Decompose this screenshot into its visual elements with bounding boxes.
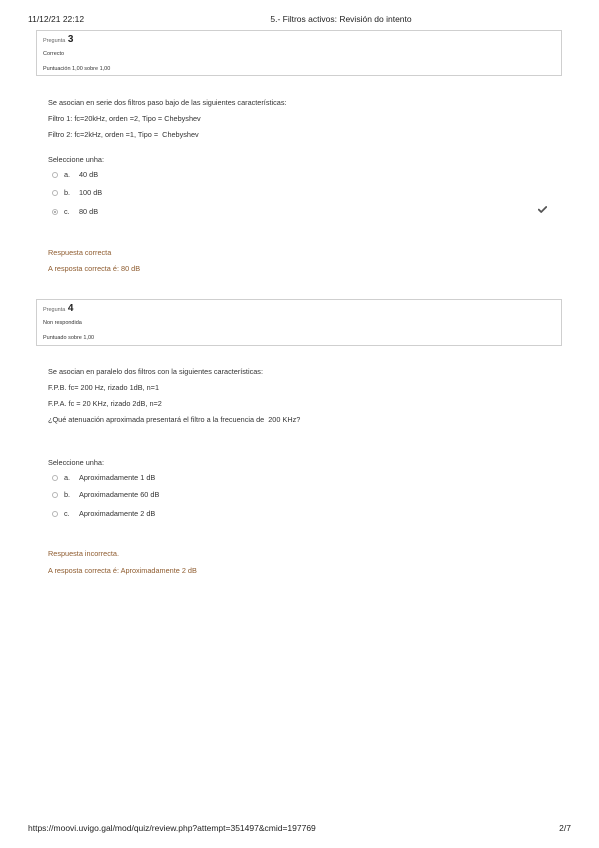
right-answer-text: A resposta correcta é: Aproximadamente 2 dB [48,566,197,575]
question-text-line: ¿Qué atenuación aproximada presentará el filtro a la frecuencia de 200 KHz? [48,415,301,424]
question-label: Pregunta [43,307,66,313]
print-url: https://moovi.uvigo.gal/mod/quiz/review.php?attempt=351497&cmid=197769 [28,823,316,833]
option-letter: c. [64,509,70,518]
option-text: Aproximadamente 2 dB [79,509,156,518]
question-state: Correcto [43,51,65,57]
answer-option-c[interactable] [52,207,98,216]
question-number-value: 4 [67,303,74,314]
radio-button-selected[interactable] [52,209,58,215]
option-letter: c. [64,207,70,216]
radio-button[interactable] [52,475,58,481]
option-letter: a. [64,170,71,179]
option-letter: a. [64,473,71,482]
feedback-text: Respuesta correcta [48,248,112,257]
select-prompt: Seleccione unha: [48,458,104,467]
radio-button[interactable] [52,492,58,498]
question-4-info [36,299,562,346]
question-number-value: 3 [67,34,74,45]
option-letter: b. [64,490,71,499]
right-answer-text: A resposta correcta é: 80 dB [48,264,141,273]
question-grade: Puntuado sobre 1,00 [43,335,95,341]
check-icon [538,206,547,213]
question-3-info [36,30,562,76]
question-state: Non respondida [43,320,82,326]
option-text: 80 dB [79,207,99,216]
question-text-line: Se asocian en paralelo dos filtros con la siguientes características: [48,367,263,376]
print-page-number: 2/7 [559,823,571,833]
option-letter: b. [64,188,71,197]
answer-option-b[interactable] [52,490,159,499]
question-text-line: Filtro 2: fc=2kHz, orden =1, Tipo = Chebyshev [48,130,199,139]
question-text-line: F.P.B. fc= 200 Hz, rizado 1dB, n=1 [48,383,160,392]
option-text: Aproximadamente 60 dB [79,490,160,499]
option-text: Aproximadamente 1 dB [79,473,156,482]
radio-button[interactable] [52,172,58,178]
print-datetime: 11/12/21 22:12 [28,14,85,24]
radio-button[interactable] [52,511,58,517]
answer-option-c[interactable] [52,509,155,518]
question-text-line: F.P.A. fc = 20 KHz, rizado 2dB, n=2 [48,399,162,408]
feedback-text: Respuesta incorrecta. [48,549,119,558]
print-page-title: 5.- Filtros activos: Revisión do intento [270,14,412,24]
option-text: 100 dB [79,188,103,197]
option-text: 40 dB [79,170,99,179]
question-3-text [48,98,287,140]
select-prompt: Seleccione unha: [48,155,104,164]
question-text-line: Filtro 1: fc=20kHz, orden =2, Tipo = Chebyshev [48,114,201,123]
question-text-line: Se asocian en serie dos filtros paso bajo de las siguientes características: [48,98,287,107]
answer-option-a[interactable] [52,473,155,482]
question-4-text [48,367,300,425]
radio-button[interactable] [52,190,58,196]
question-grade: Puntuación 1,00 sobre 1,00 [43,66,111,72]
question-number [43,304,555,315]
question-number [43,35,555,46]
answer-option-a[interactable] [52,170,98,179]
question-label: Pregunta [43,38,66,44]
answer-option-b[interactable] [52,188,102,197]
